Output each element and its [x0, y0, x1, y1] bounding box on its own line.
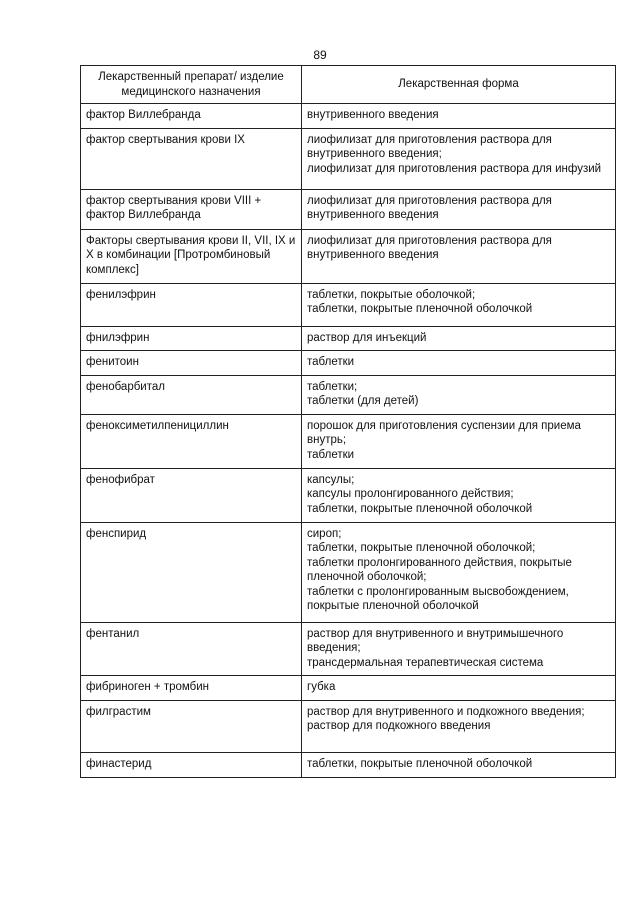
drug-name-cell: фактор свертывания крови IX [81, 128, 302, 189]
table-row [81, 522, 616, 622]
table-row [81, 468, 616, 522]
dosage-form-cell: внутривенного введения [302, 104, 616, 129]
dosage-form-cell: лиофилизат для приготовления раствора для внутривенного введения [302, 189, 616, 229]
dosage-form-cell: таблетки [302, 351, 616, 376]
table-row [81, 700, 616, 752]
drug-name-cell: фактор свертывания крови VIII + фактор Виллебранда [81, 189, 302, 229]
drug-name-cell: фибриноген + тромбин [81, 676, 302, 701]
drug-name-cell: фенилэфрин [81, 283, 302, 326]
dosage-form-cell: капсулы; капсулы пролонгированного действия; таблетки, покрытые пленочной оболочкой [302, 468, 616, 522]
drug-name-cell: фенитоин [81, 351, 302, 376]
drug-name-cell: Факторы свертывания крови II, VII, IX и X в комбинации [Протромбиновый комплекс] [81, 229, 302, 283]
dosage-form-cell: сироп; таблетки, покрытые пленочной оболочкой; таблетки пролонгированного действия, покрытые пленочной оболочкой; таблетки с пролонгированным высвобождением, покрытые пленочной оболочкой [302, 522, 616, 622]
dosage-form-cell: таблетки, покрытые оболочкой; таблетки, покрытые пленочной оболочкой [302, 283, 616, 326]
table-row [81, 189, 616, 229]
table-row [81, 128, 616, 189]
table-row [81, 104, 616, 129]
table-row [81, 326, 616, 351]
dosage-form-cell: таблетки, покрытые пленочной оболочкой [302, 752, 616, 777]
table-row [81, 622, 616, 676]
table-row [81, 283, 616, 326]
page-number: 89 [313, 48, 327, 62]
drug-name-cell: фенспирид [81, 522, 302, 622]
drug-name-cell: филграстим [81, 700, 302, 752]
header-drug: Лекарственный препарат/ изделие медицинского назначения [81, 66, 302, 104]
drug-name-cell: фенобарбитал [81, 375, 302, 414]
dosage-form-cell: лиофилизат для приготовления раствора для внутривенного введения; лиофилизат для приготовления раствора для инфузий [302, 128, 616, 189]
dosage-form-cell: порошок для приготовления суспензии для приема внутрь; таблетки [302, 414, 616, 468]
drug-name-cell: фенофибрат [81, 468, 302, 522]
drug-name-cell: фентанил [81, 622, 302, 676]
table-row [81, 229, 616, 283]
header-form: Лекарственная форма [302, 66, 616, 104]
drug-name-cell: финастерид [81, 752, 302, 777]
dosage-form-cell: раствор для внутривенного и внутримышечного введения; трансдермальная терапевтическая система [302, 622, 616, 676]
table-row [81, 414, 616, 468]
table-header-row [81, 66, 616, 104]
dosage-form-cell: таблетки; таблетки (для детей) [302, 375, 616, 414]
table-row [81, 752, 616, 777]
drug-name-cell: феноксиметилпенициллин [81, 414, 302, 468]
drug-table [80, 65, 616, 778]
table-row [81, 351, 616, 376]
dosage-form-cell: губка [302, 676, 616, 701]
dosage-form-cell: раствор для инъекций [302, 326, 616, 351]
table-row [81, 375, 616, 414]
dosage-form-cell: лиофилизат для приготовления раствора для внутривенного введения [302, 229, 616, 283]
table-row [81, 676, 616, 701]
drug-name-cell: фнилэфрин [81, 326, 302, 351]
drug-name-cell: фактор Виллебранда [81, 104, 302, 129]
dosage-form-cell: раствор для внутривенного и подкожного введения; раствор для подкожного введения [302, 700, 616, 752]
